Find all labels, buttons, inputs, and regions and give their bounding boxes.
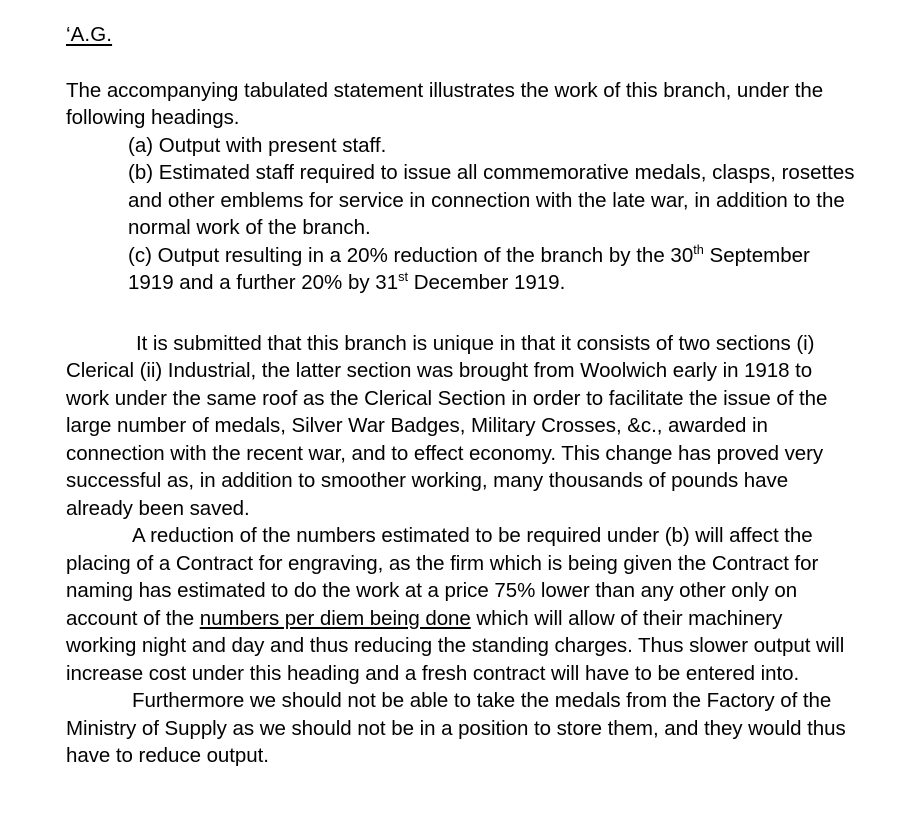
underlined-phrase: numbers per diem being done xyxy=(199,606,471,630)
ordinal-suffix-30th: th xyxy=(693,241,704,257)
list-item-c-middle: September 1919 and a further 20% by 31 xyxy=(128,243,810,295)
ordinal-suffix-31st: st xyxy=(398,269,409,285)
paragraph-submitted: It is submitted that this branch is unique in that it consists of two sections (i) Clerical (ii) Industrial, the latter section was brought from Woolwich early in 1918 to work under the same roof as the Clerical Section in order to facilitate the issue of the large number of medals, Silver War Badges, Military Crosses, &c., awarded in connection with the recent war, and to effect economy. This change has proved very successful as, in addition to smoother working, many thousands of pounds have already been saved. xyxy=(66,331,828,520)
paragraph-final: Furthermore we should not be able to take the medals from the Factory of the Ministry of Supply as we should not be in a position to store them, and they would thus have to reduce output. xyxy=(66,689,846,768)
headings-list xyxy=(128,132,856,297)
list-item-a: (a) Output with present staff. xyxy=(128,133,387,157)
paragraph-spacer xyxy=(66,297,856,330)
paragraph-contract xyxy=(66,522,856,687)
list-item-b: (b) Estimated staff required to issue all commemorative medals, clasps, rosettes and other emblems for service in connection with the late war, in addition to the normal work of the branch. xyxy=(128,161,855,240)
paragraph-contract-part2: which will allow of their machinery working night and day and thus reducing the standing charges. Thus slower output will increase cost under this heading and a fresh contract will have to be entered into. xyxy=(66,606,845,685)
intro-paragraph: The accompanying tabulated statement illustrates the work of this branch, under the following headings. xyxy=(66,78,824,130)
list-item-c xyxy=(128,242,856,297)
list-item-c-prefix: (c) Output resulting in a 20% reduction of the branch by the 30 xyxy=(128,243,694,267)
paragraph-contract-part1: A reduction of the numbers estimated to be required under (b) will affect the placing of a Contract for engraving, as the firm which is being given the Contract for naming has estimated to do the work at a price 75% lower than any other only on account of the xyxy=(66,524,819,630)
page-title: ‘A.G. xyxy=(66,23,113,46)
list-item-c-suffix: December 1919. xyxy=(408,271,566,295)
